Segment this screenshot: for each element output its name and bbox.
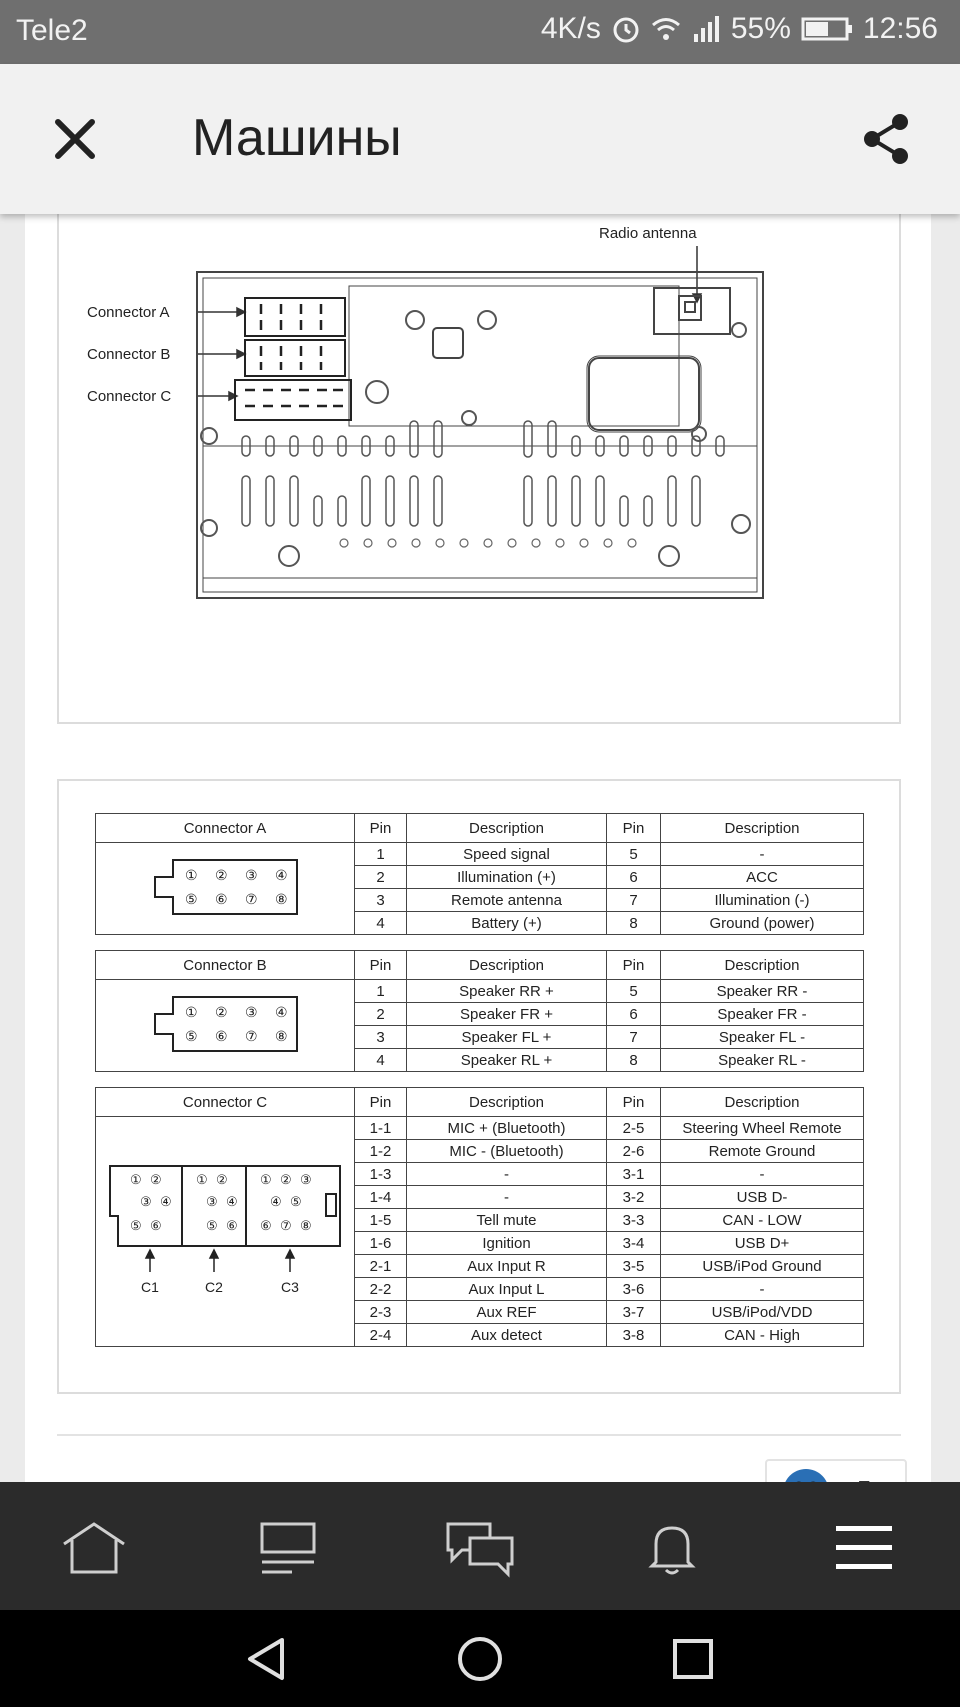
description-cell: Speed signal [407,843,607,866]
pin-glyph: ⑥ [226,1217,238,1233]
pin-cell: 6 [607,866,661,889]
pin-glyph: ⑤ [130,1217,142,1233]
description-cell: Speaker FL + [407,1026,607,1049]
header-cell: Connector B [96,951,355,980]
pin-cell: 4 [355,1049,407,1072]
pin-cell: 3-4 [607,1232,661,1255]
description-cell: - [407,1163,607,1186]
pin-glyph: ⑥ [215,1027,228,1044]
network-speed: 4K/s [540,12,601,45]
pin-cell: 2 [355,1003,407,1026]
menu-icon[interactable] [828,1520,900,1576]
pin-glyph: ④ [270,1193,282,1209]
wifi-icon [651,14,681,44]
pin-glyph: ④ [275,1003,288,1020]
pin-glyph: ② [215,866,228,883]
c1-label: C1 [141,1278,159,1295]
table-row [96,843,864,866]
description-cell: Aux detect [407,1324,607,1347]
header-cell: Description [407,951,607,980]
pin-glyph: ① [185,866,198,883]
pin-glyph: ② [215,1003,228,1020]
connector-c-label: Connector C [87,388,172,405]
pin-cell: 2-5 [607,1117,661,1140]
description-cell: Ground (power) [661,912,864,935]
bottom-nav [0,1482,960,1610]
pin-cell: 3 [355,889,407,912]
pin-cell: 1-4 [355,1186,407,1209]
divider [57,1434,901,1436]
pin-glyph: ⑧ [300,1217,312,1233]
description-cell: USB D+ [661,1232,864,1255]
pin-glyph: ⑥ [215,890,228,907]
share-icon[interactable] [860,112,912,166]
description-cell: USB/iPod Ground [661,1255,864,1278]
header-cell: Pin [355,814,407,843]
status-icons [541,12,938,46]
description-cell: Steering Wheel Remote [661,1117,864,1140]
alarm-icon [611,14,641,44]
description-cell: - [407,1186,607,1209]
pin-glyph: ⑤ [185,1027,198,1044]
pin-glyph: ② [280,1171,292,1187]
connector-b-table [95,950,864,1072]
description-cell: Speaker FR + [407,1003,607,1026]
pin-cell: 1-1 [355,1117,407,1140]
table-row [96,980,864,1003]
notifications-icon[interactable] [636,1520,708,1576]
back-icon[interactable] [242,1634,292,1684]
pin-glyph: ⑥ [150,1217,162,1233]
pin-cell: 3-6 [607,1278,661,1301]
header-cell: Pin [607,951,661,980]
description-cell: Speaker FL - [661,1026,864,1049]
description-cell: Remote Ground [661,1140,864,1163]
connector-b-shape [145,989,305,1059]
content-area[interactable] [0,214,960,1482]
home-icon[interactable] [58,1520,130,1576]
page-title: Машины [192,109,402,167]
pin-glyph: ④ [160,1193,172,1209]
head-unit-drawing [59,206,899,722]
pin-cell: 3-2 [607,1186,661,1209]
description-cell: - [661,1278,864,1301]
header-cell: Description [407,814,607,843]
pin-cell: 3-7 [607,1301,661,1324]
clock: 12:56 [862,12,938,45]
recents-icon[interactable] [668,1634,718,1684]
description-cell: CAN - LOW [661,1209,864,1232]
connector-b-label: Connector B [87,346,171,363]
pin-cell: 8 [607,912,661,935]
pin-glyph: ③ [245,1003,258,1020]
pin-cell: 6 [607,1003,661,1026]
connector-c-pinout-image [96,1117,355,1347]
pin-glyph: ⑤ [290,1193,302,1209]
pin-glyph: ① [260,1171,272,1187]
description-cell: Aux Input R [407,1255,607,1278]
pin-glyph: ② [216,1171,228,1187]
table-row [96,1117,864,1140]
pin-cell: 7 [607,889,661,912]
connector-a-shape [145,852,305,922]
pin-glyph: ④ [275,866,288,883]
description-cell: Battery (+) [407,912,607,935]
close-icon[interactable] [50,114,100,164]
header-cell: Pin [607,1088,661,1117]
pin-glyph: ② [150,1171,162,1187]
description-cell: Illumination (-) [661,889,864,912]
pin-glyph: ⑤ [185,890,198,907]
pin-cell: 4 [355,912,407,935]
connector-a-pinout-image [96,843,355,935]
pin-glyph: ③ [140,1193,152,1209]
connector-c-shape [100,1160,350,1300]
pin-glyph: ① [185,1003,198,1020]
description-cell: Aux REF [407,1301,607,1324]
pin-cell: 7 [607,1026,661,1049]
description-cell: Remote antenna [407,889,607,912]
description-cell: Speaker RR + [407,980,607,1003]
description-cell: - [661,1163,864,1186]
pin-cell: 3-8 [607,1324,661,1347]
header-cell: Description [661,1088,864,1117]
pin-glyph: ⑦ [245,1027,258,1044]
header-cell: Connector A [96,814,355,843]
pin-glyph: ⑤ [206,1217,218,1233]
pin-cell: 2-3 [355,1301,407,1324]
c3-label: C3 [281,1278,299,1295]
description-cell: USB/iPod/VDD [661,1301,864,1324]
description-cell: Speaker RL + [407,1049,607,1072]
carrier-name: Tele2 [16,14,88,47]
header-cell: Pin [607,814,661,843]
pin-cell: 1 [355,980,407,1003]
pin-cell: 8 [607,1049,661,1072]
header-cell: Pin [355,951,407,980]
connector-a-label: Connector A [87,304,170,321]
pin-glyph: ⑦ [280,1217,292,1233]
home-circle-icon[interactable] [455,1634,505,1684]
description-cell: USB D- [661,1186,864,1209]
pin-cell: 1-3 [355,1163,407,1186]
head-unit-diagram[interactable] [57,204,901,724]
description-cell: MIC + (Bluetooth) [407,1117,607,1140]
connector-a-table [95,813,864,935]
pin-glyph: ① [130,1171,142,1187]
pin-glyph: ① [196,1171,208,1187]
battery-percent: 55% [730,12,791,45]
pin-cell: 5 [607,843,661,866]
battery-icon [801,15,853,43]
pin-cell: 2-4 [355,1324,407,1347]
header-cell: Pin [355,1088,407,1117]
description-cell: MIC - (Bluetooth) [407,1140,607,1163]
pin-glyph: ③ [245,866,258,883]
pin-cell: 1 [355,843,407,866]
pin-glyph: ⑥ [260,1217,272,1233]
description-cell: ACC [661,866,864,889]
pin-glyph: ⑦ [245,890,258,907]
pin-cell: 2-6 [607,1140,661,1163]
description-cell: Speaker FR - [661,1003,864,1026]
description-cell: Illumination (+) [407,866,607,889]
description-cell: CAN - High [661,1324,864,1347]
pin-cell: 1-5 [355,1209,407,1232]
connector-b-pinout-image [96,980,355,1072]
description-cell: - [661,843,864,866]
table-header [96,814,864,843]
pin-glyph: ⑧ [275,1027,288,1044]
radio-antenna-label: Radio antenna [599,225,697,242]
description-cell: Speaker RL - [661,1049,864,1072]
pin-cell: 1-2 [355,1140,407,1163]
header-cell: Connector C [96,1088,355,1117]
header-cell: Description [407,1088,607,1117]
pin-cell: 2-1 [355,1255,407,1278]
post-page [25,214,931,1534]
system-nav [0,1610,960,1707]
pin-glyph: ③ [300,1171,312,1187]
description-cell: Tell mute [407,1209,607,1232]
c2-label: C2 [205,1278,223,1295]
header-cell: Description [661,951,864,980]
pin-cell: 3 [355,1026,407,1049]
connector-c-table [95,1087,864,1347]
pin-cell: 5 [607,980,661,1003]
pin-cell: 1-6 [355,1232,407,1255]
description-cell: Aux Input L [407,1278,607,1301]
description-cell: Speaker RR - [661,980,864,1003]
pin-glyph: ④ [226,1193,238,1209]
pin-glyph: ③ [206,1193,218,1209]
pin-cell: 2 [355,866,407,889]
pin-glyph: ⑧ [275,890,288,907]
signal-icon [691,14,721,44]
pin-cell: 3-5 [607,1255,661,1278]
pin-cell: 3-3 [607,1209,661,1232]
header-cell: Description [661,814,864,843]
status-bar [0,0,960,64]
table-header [96,951,864,980]
pinout-tables[interactable] [57,779,901,1394]
app-bar [0,64,960,214]
messages-icon[interactable] [444,1520,516,1576]
pin-cell: 3-1 [607,1163,661,1186]
description-cell: Ignition [407,1232,607,1255]
feed-icon[interactable] [252,1520,324,1576]
table-header [96,1088,864,1117]
pin-cell: 2-2 [355,1278,407,1301]
